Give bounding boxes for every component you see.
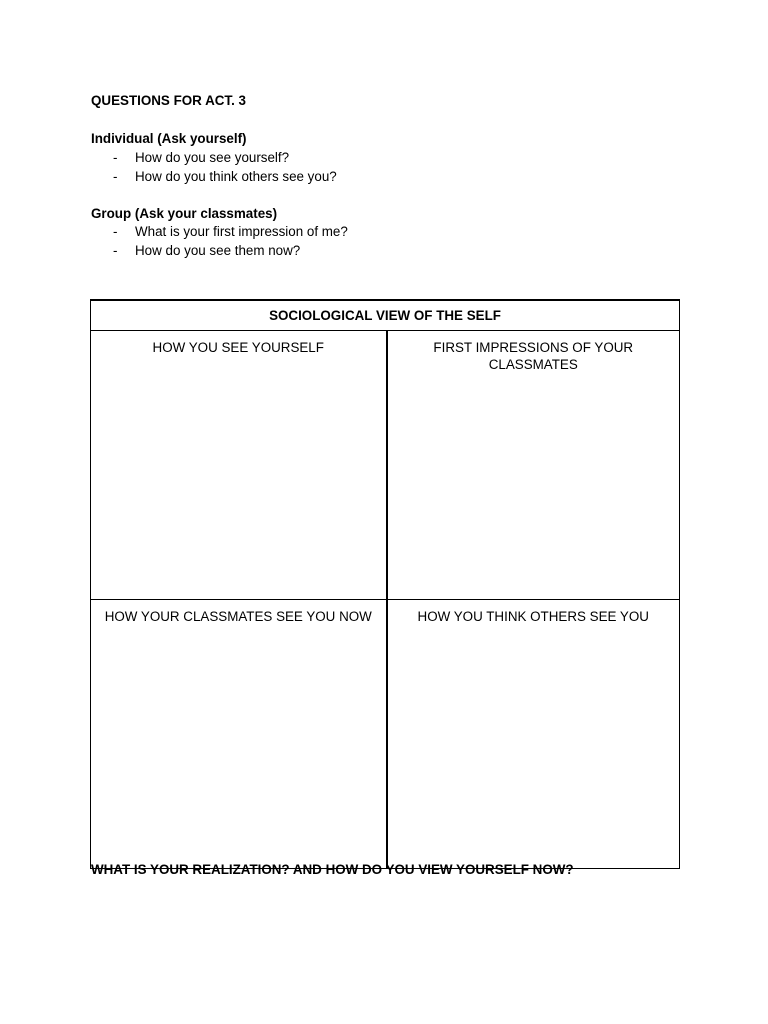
quadrant-how-you-see-yourself[interactable] <box>91 331 387 600</box>
group-question-list <box>91 224 348 262</box>
closing-question: WHAT IS YOUR REALIZATION? AND HOW DO YOU VIEW YOURSELF NOW? <box>91 862 574 877</box>
page-title: QUESTIONS FOR ACT. 3 <box>91 93 246 108</box>
group-heading: Group (Ask your classmates) <box>91 206 278 221</box>
individual-question-list <box>91 150 337 188</box>
bullet-dash: - <box>113 224 118 239</box>
question-text: How do you see them now? <box>135 243 301 258</box>
list-item <box>91 224 348 243</box>
quadrant-label: HOW YOU THINK OTHERS SEE YOU <box>417 609 649 624</box>
individual-heading: Individual (Ask yourself) <box>91 131 247 146</box>
quadrant-label: FIRST IMPRESSIONS OF YOUR CLASSMATES <box>433 340 634 372</box>
table-row <box>91 600 680 869</box>
quadrant-first-impressions[interactable] <box>387 331 680 600</box>
question-text: How do you see yourself? <box>135 150 290 165</box>
bullet-dash: - <box>113 169 118 184</box>
table-row <box>91 331 680 600</box>
bullet-dash: - <box>113 243 118 258</box>
quadrant-label: HOW YOUR CLASSMATES SEE YOU NOW <box>104 609 372 624</box>
sociological-view-table <box>90 299 680 869</box>
list-item <box>91 243 348 262</box>
bullet-dash: - <box>113 150 118 165</box>
question-text: How do you think others see you? <box>135 169 337 184</box>
table-title: SOCIOLOGICAL VIEW OF THE SELF <box>91 300 680 331</box>
quadrant-classmates-see-you-now[interactable] <box>91 600 387 869</box>
table-row <box>91 300 680 331</box>
quadrant-others-see-you[interactable] <box>387 600 680 869</box>
list-item <box>91 150 337 169</box>
list-item <box>91 169 337 188</box>
quadrant-label: HOW YOU SEE YOURSELF <box>152 340 324 355</box>
question-text: What is your first impression of me? <box>135 224 348 239</box>
